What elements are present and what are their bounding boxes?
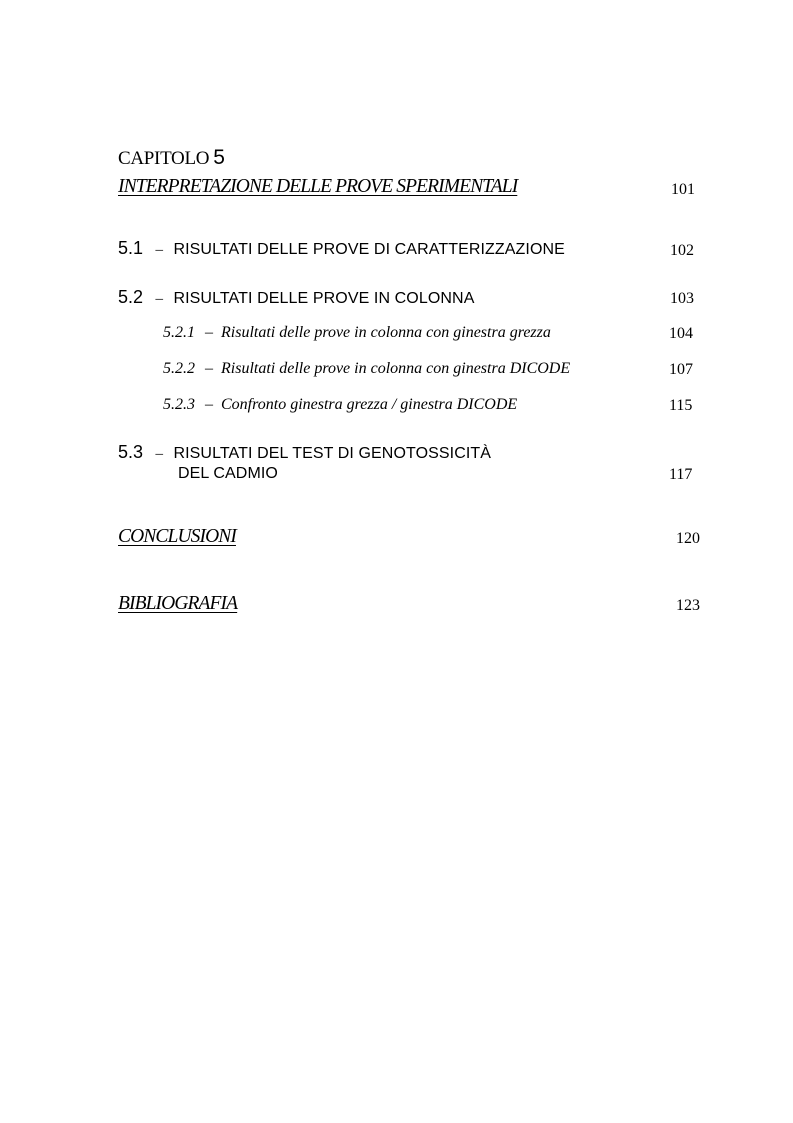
subsection-title: Risultati delle prove in colonna con ginestra DICODE — [221, 360, 571, 377]
subsection-number: 5.2.3 — [163, 396, 195, 413]
conclusions-title: CONCLUSIONI — [118, 526, 236, 547]
toc-entry-5-1 — [118, 238, 565, 259]
section-title: RISULTATI DELLE PROVE DI CARATTERIZZAZIONE — [173, 241, 565, 258]
toc-entry-5-3 — [118, 442, 491, 463]
chapter-page-number: 101 — [671, 181, 695, 198]
section-page-number: 103 — [670, 290, 694, 307]
section-page-number: 117 — [669, 466, 693, 483]
section-title-line-2: DEL CADMIO — [178, 465, 278, 482]
chapter-label: CAPITOLO — [118, 148, 210, 169]
subsection-page-number: 107 — [669, 361, 693, 378]
subsection-dash: – — [205, 360, 213, 377]
section-title: RISULTATI DELLE PROVE IN COLONNA — [173, 290, 475, 307]
toc-entry-5-2 — [118, 287, 474, 308]
section-number: 5.2 — [118, 287, 144, 307]
section-dash: – — [155, 242, 163, 258]
section-number: 5.1 — [118, 238, 144, 258]
chapter-title: INTERPRETAZIONE DELLE PROVE SPERIMENTALI — [118, 176, 518, 197]
subsection-page-number: 115 — [669, 397, 693, 414]
bibliography-page-number: 123 — [676, 597, 700, 614]
subsection-title: Confronto ginestra grezza / ginestra DICODE — [221, 396, 518, 413]
toc-entry-5-2-1 — [163, 324, 551, 342]
subsection-title: Risultati delle prove in colonna con ginestra grezza — [221, 324, 551, 341]
chapter-number: 5 — [213, 146, 225, 169]
subsection-dash: – — [205, 396, 213, 413]
subsection-number: 5.2.1 — [163, 324, 195, 341]
section-number: 5.3 — [118, 442, 144, 462]
chapter-heading — [118, 146, 225, 170]
bibliography-title: BIBLIOGRAFIA — [118, 593, 238, 614]
subsection-page-number: 104 — [669, 325, 693, 342]
section-page-number: 102 — [670, 242, 694, 259]
section-dash: – — [155, 291, 163, 307]
toc-entry-5-2-3 — [163, 396, 517, 414]
conclusions-page-number: 120 — [676, 530, 700, 547]
toc-entry-5-2-2 — [163, 360, 570, 378]
subsection-number: 5.2.2 — [163, 360, 195, 377]
section-dash: – — [155, 446, 163, 462]
subsection-dash: – — [205, 324, 213, 341]
section-title-line-1: RISULTATI DEL TEST DI GENOTOSSICITÀ — [173, 445, 492, 462]
